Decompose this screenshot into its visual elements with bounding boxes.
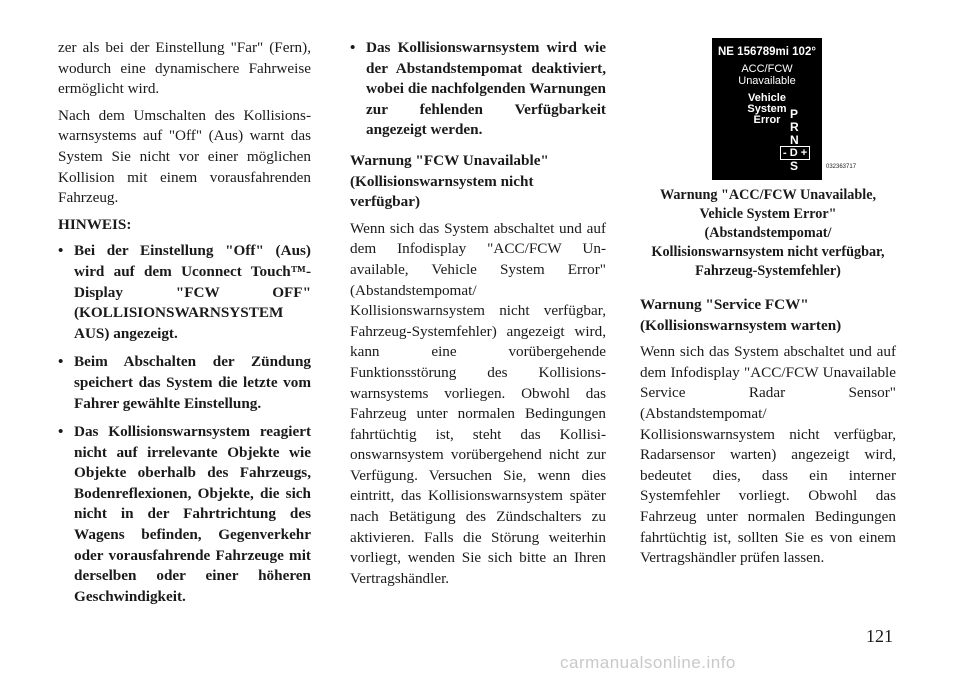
display-error-message (712, 93, 822, 126)
gear-d-selected: - D + (780, 146, 810, 160)
display-acc-message (712, 63, 822, 87)
column-middle (350, 38, 606, 595)
paragraph-off-mode: Nach dem Umschalten des Kollisionswarnsystems auf "Off" (Aus) warnt das System Sie nicht vor einer möglichen Kollision mit einem vorausfahrenden Fahrzeug. (58, 106, 311, 207)
figure-caption: Warnung "ACC/FCW Unavailable, Vehicle System Error" (Abstandstempomat/ Kollisionswarnsystem nicht verfügbar, Fahrzeug-Systemfehler) (651, 187, 885, 279)
note-bullet-3: • Das Kollisionswarnsystem reagiert nicht auf irrelevante Objekte wie Objekte oberhalb des Fahrzeugs, Bodenreflexionen, Objekte, die sich nicht in der Fahrtrichtung des Wagens befinden, Gegenverkehr oder vorausfahrende Fahrzeuge mit derselben oder einer höheren Geschwindigkeit. (58, 422, 311, 607)
service-fcw-heading: Warnung "Service FCW" (Kollisionswarnsystem warten) (640, 296, 842, 334)
fcw-unavailable-body: Wenn sich das System abschaltet und auf dem Infodisplay "ACC/FCW Unavailable, Vehicle System Error" (Abstandstempomat/ Kollisionswarnsystem nicht verfügbar, Fahrzeug-Systemfehler) angezeigt wird, kann eine vorübergehende Funktionsstörung des Kollisionswarnsystems vorliegen. Obwohl das Fahrzeug unter normalen Bedingungen fahrtüchtig ist, steht das Kollisionswarnsystem vorübergehend nicht zur Verfügung. Versuchen Sie, wenn dies eintritt, das Kollisionswarnsystem später nach Betätigung des Zündschalters zu aktivieren. Falls die Störung weiterhin vorliegt, wenden Sie sich bitte an Ihren Vertragshändler. (350, 219, 606, 587)
display-error-line: Error (753, 114, 781, 126)
note-heading: HINWEIS: (58, 215, 132, 233)
paragraph-intro: zer als bei der Einstellung "Far" (Fern), wodurch eine dynamischere Fahrweise ermöglicht wird. (58, 39, 311, 98)
cluster-display-image (712, 38, 857, 180)
middle-bullet-list (350, 38, 606, 141)
gear-r: R (790, 120, 799, 134)
display-unavailable-line: Unavailable (738, 75, 796, 87)
display-system-line: System (747, 103, 787, 115)
service-fcw-body: Wenn sich das System abschaltet und auf dem Infodisplay "ACC/FCW Unavailable Service Radar Sensor" (Abstandstempomat/ Kollisionswarnsystem nicht verfügbar, Radarsensor warten) angezeigt wird, bedeutet dies, dass ein interner Systemfehler vorliegt. Obwohl das Fahrzeug unter normalen Bedingungen fahrtüchtig ist, sollten Sie es von einem Vertragshändler prüfen lassen. (640, 343, 896, 567)
deactivation-bullet: • Das Kollisionswarnsystem wird wie der Abstandstempomat deaktiviert, wobei die nachfolgenden Warnungen zur fehlenden Verfügbarkeit angezeigt werden. (350, 38, 606, 141)
note-bullet-1: • Bei der Einstellung "Off" (Aus) wird auf dem Uconnect Touch™-Display "FCW OFF" (KOLLISIONSWARNSYSTEM AUS) angezeigt. (58, 241, 311, 344)
watermark: carmanualsonline.info (560, 653, 736, 672)
gear-p: P (790, 107, 799, 121)
note-bullet-list (58, 241, 311, 607)
figure-code: 032363717 (826, 164, 857, 171)
page-number: 121 (866, 626, 893, 646)
column-left (58, 38, 311, 615)
gear-n: N (790, 133, 799, 147)
display-acc-line: ACC/FCW (741, 63, 793, 75)
display-status-line: NE 156789mi 102° (718, 46, 816, 58)
note-bullet-2: • Beim Abschalten der Zündung speichert das System die letzte vom Fahrer gewählte Einstellung. (58, 352, 311, 414)
gear-s: S (790, 159, 799, 173)
column-right (640, 38, 896, 575)
fcw-unavailable-heading: Warnung "FCW Unavailable" (Kollisionswarnsystem nicht verfügbar) (350, 151, 549, 211)
display-vehicle-line: Vehicle (748, 92, 786, 104)
